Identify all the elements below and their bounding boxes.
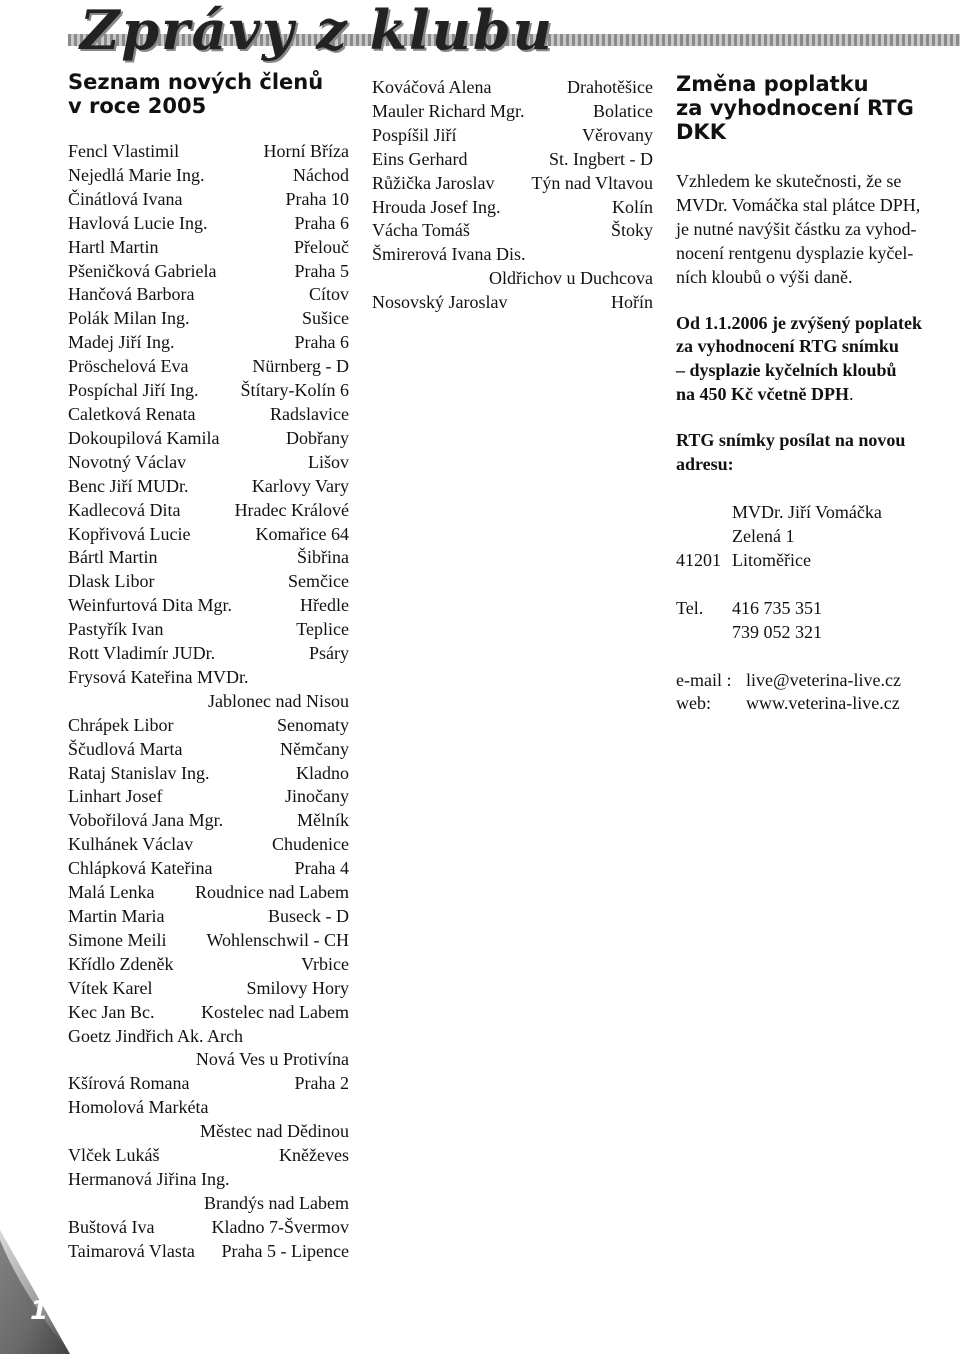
- member-name: Hermanová Jiřina Ing.: [68, 1168, 230, 1189]
- member-city: Bolatice: [593, 100, 653, 121]
- member-name: Chlápková Kateřina: [68, 858, 213, 879]
- section-title: Zprávy z klubu: [80, 0, 554, 62]
- member-row: [372, 124, 653, 148]
- text-line: – dysplazie kyčelních kloubů: [676, 360, 897, 381]
- members-list: [68, 140, 349, 1264]
- member-name: Goetz Jindřich Ak. Arch: [68, 1025, 243, 1046]
- member-name: Vítek Karel: [68, 977, 153, 998]
- member-row: [68, 1216, 349, 1240]
- new-fee-notice: [676, 312, 960, 408]
- member-name: Chrápek Libor: [68, 714, 174, 735]
- member-city: Praha 5 - Lipence: [221, 1240, 349, 1261]
- member-name: Rott Vladimír JUDr.: [68, 643, 216, 664]
- member-name: Nosovský Jaroslav: [372, 292, 508, 313]
- text-line: Vzhledem ke skutečnosti, že se: [676, 171, 902, 191]
- member-city: Praha 10: [285, 188, 349, 209]
- member-row: [68, 1001, 349, 1025]
- member-city: Drahotěšice: [567, 77, 653, 97]
- member-row: [68, 140, 349, 164]
- phone-numbers: [676, 597, 960, 645]
- heading-line: DKK: [676, 120, 726, 144]
- member-row: [372, 100, 653, 124]
- heading-line: za vyhodnocení RTG: [676, 96, 914, 120]
- member-city: Vrbice: [301, 953, 349, 974]
- member-city: Hradec Králové: [234, 499, 349, 520]
- email-label: e-mail :: [676, 669, 732, 690]
- fee-amount: na 450 Kč včetně DPH: [676, 384, 849, 405]
- member-row: [68, 857, 349, 881]
- member-city: Buseck - D: [268, 906, 349, 926]
- member-city: Náchod: [293, 164, 349, 185]
- member-row: [68, 953, 349, 977]
- member-row: [372, 196, 653, 220]
- member-row: [68, 379, 349, 403]
- member-row: [68, 283, 349, 307]
- fee-explanation: [676, 170, 960, 290]
- member-name: Kopřivová Lucie: [68, 523, 191, 544]
- email-address: live@veterina-live.cz: [746, 669, 901, 690]
- member-name: Weinfurtová Dita Mgr.: [68, 595, 233, 616]
- contact-line: [676, 669, 960, 693]
- text-line: adresu:: [676, 454, 734, 475]
- address-line: [676, 501, 960, 525]
- member-row: [68, 618, 349, 642]
- member-row: [372, 291, 653, 315]
- member-name: Madej Jiří Ing.: [68, 332, 175, 353]
- phone-number: 739 052 321: [732, 621, 822, 642]
- heading-line: Seznam nových členů: [68, 70, 324, 94]
- member-row: [68, 642, 349, 666]
- text-line: MVDr. Vomáčka stal plátce DPH,: [676, 194, 921, 215]
- send-address-notice: [676, 429, 960, 477]
- new-members-column-continued: [372, 76, 653, 315]
- member-name: Vácha Tomáš: [372, 220, 470, 241]
- online-contacts: [676, 669, 960, 717]
- member-name: Benc Jiří MUDr.: [68, 475, 189, 496]
- address-line: [676, 549, 960, 573]
- member-name: Polák Milan Ing.: [68, 308, 190, 329]
- member-city: Radslavice: [270, 403, 349, 424]
- member-city: Městec nad Dědinou: [200, 1121, 349, 1142]
- member-row: [68, 1025, 349, 1049]
- member-row: [68, 523, 349, 547]
- member-city: Štoky: [610, 220, 653, 241]
- member-name: Křídlo Zdeněk: [68, 953, 174, 974]
- member-city: Praha 6: [294, 332, 349, 353]
- member-city: Teplice: [296, 619, 349, 640]
- address-street: Zelená 1: [732, 525, 795, 546]
- new-members-heading: [68, 70, 349, 118]
- member-city: Kladno 7-Švermov: [211, 1216, 349, 1237]
- mailing-address: [676, 501, 960, 573]
- address-city: Litoměřice: [732, 549, 811, 570]
- member-city: Semčice: [288, 571, 349, 592]
- member-name: Růžička Jaroslav: [372, 172, 495, 193]
- phone-number: 416 735 351: [732, 597, 822, 618]
- member-city: Němčany: [280, 738, 349, 759]
- web-label: web:: [676, 693, 711, 714]
- page-corner-graphic: [0, 1230, 70, 1354]
- member-city: Hořín: [611, 292, 653, 313]
- member-name: Vobořilová Jana Mgr.: [68, 810, 224, 831]
- member-row: [68, 738, 349, 762]
- member-name: Pšeničková Gabriela: [68, 260, 217, 281]
- member-name: Ščudlová Marta: [68, 738, 183, 759]
- member-name: Buštová Iva: [68, 1216, 155, 1237]
- address-name: MVDr. Jiří Vomáčka: [732, 501, 882, 522]
- member-row: [68, 451, 349, 475]
- member-row: [68, 762, 349, 786]
- member-name: Hartl Martin: [68, 236, 159, 257]
- member-city: Cítov: [308, 284, 349, 305]
- member-row: [68, 307, 349, 331]
- member-row: [68, 403, 349, 427]
- member-name: Pospíšil Jiří: [372, 124, 457, 145]
- members-list: [372, 76, 653, 315]
- member-city: Kněževes: [279, 1145, 349, 1166]
- member-name: Homolová Markéta: [68, 1097, 209, 1118]
- member-row: [68, 1168, 349, 1192]
- member-city: St. Ingbert - D: [549, 148, 653, 169]
- member-name: Šmirerová Ivana Dis.: [372, 244, 526, 265]
- text-line: RTG snímky posílat na novou: [676, 430, 906, 451]
- member-city: Psáry: [309, 643, 349, 664]
- member-row: [68, 785, 349, 809]
- member-row: [68, 1240, 349, 1264]
- member-row: [68, 331, 349, 355]
- member-name: Kšírová Romana: [68, 1073, 190, 1094]
- text-line: Od 1.1.2006 je zvýšený poplatek: [676, 312, 923, 333]
- member-city: Kostelec nad Labem: [201, 1001, 349, 1022]
- member-row: [68, 666, 349, 690]
- member-name: Pospíchal Jiří Ing.: [68, 380, 199, 401]
- member-name: Pröschelová Eva: [68, 356, 189, 377]
- member-name: Eins Gerhard: [372, 148, 468, 169]
- member-city: Nürnberg - D: [252, 356, 349, 377]
- member-row: [68, 1096, 349, 1120]
- punctuation: .: [848, 384, 854, 405]
- web-address: www.veterina-live.cz: [746, 693, 900, 714]
- member-city: Roudnice nad Labem: [195, 882, 349, 903]
- member-row: [372, 172, 653, 196]
- member-name: Dlask Libor: [68, 571, 155, 592]
- member-row: [68, 1144, 349, 1168]
- member-city: Horní Bříza: [263, 141, 349, 161]
- member-row: [68, 499, 349, 523]
- member-name: Mauler Richard Mgr.: [372, 100, 525, 121]
- page-number: 10: [30, 1296, 67, 1326]
- member-name: Hančová Barbora: [68, 284, 195, 305]
- member-name: Linhart Josef: [68, 786, 163, 807]
- member-name: Činátlová Ivana: [68, 188, 183, 209]
- member-row: [68, 475, 349, 499]
- member-city: Týn nad Vltavou: [531, 172, 653, 193]
- member-name: Bártl Martin: [68, 547, 158, 568]
- member-row: [372, 243, 653, 267]
- member-row: [68, 977, 349, 1001]
- member-name: Havlová Lucie Ing.: [68, 212, 208, 233]
- member-name: Taimarová Vlasta: [68, 1240, 195, 1261]
- member-row: [68, 236, 349, 260]
- member-city: Štítary-Kolín 6: [240, 380, 349, 401]
- member-city: Šibřina: [297, 547, 349, 568]
- member-row: [372, 148, 653, 172]
- member-name: Vlček Lukáš: [68, 1145, 160, 1166]
- member-row: [68, 833, 349, 857]
- member-row: [68, 260, 349, 284]
- phone-label: Tel.: [676, 597, 704, 618]
- member-city: Kladno: [296, 762, 349, 783]
- member-city: Kolín: [611, 196, 653, 217]
- member-city: Praha 4: [294, 858, 349, 879]
- member-name: Kadlecová Dita: [68, 499, 181, 520]
- member-city: Oldřichov u Duchcova: [489, 268, 653, 289]
- member-row: [372, 219, 653, 243]
- member-city: Karlovy Vary: [251, 475, 349, 496]
- fee-change-column: [676, 72, 960, 716]
- contact-line: [676, 692, 960, 716]
- member-name: Hrouda Josef Ing.: [372, 196, 501, 217]
- member-row: [68, 188, 349, 212]
- member-city: Chudenice: [272, 834, 349, 855]
- new-members-column: [68, 70, 349, 1264]
- member-name: Dokoupilová Kamila: [68, 427, 220, 448]
- member-name: Fencl Vlastimil: [68, 141, 180, 161]
- member-name: Kec Jan Bc.: [68, 1001, 155, 1022]
- member-name: Simone Meili: [68, 929, 167, 950]
- member-row: [68, 881, 349, 905]
- phone-line: [676, 621, 960, 645]
- member-city: Jablonec nad Nisou: [208, 690, 349, 711]
- member-city: Praha 6: [294, 212, 349, 233]
- member-row: [68, 809, 349, 833]
- member-row: [68, 1072, 349, 1096]
- member-city: Nová Ves u Protivína: [195, 1049, 349, 1070]
- heading-line: Změna poplatku: [676, 72, 869, 96]
- member-name: Rataj Stanislav Ing.: [68, 762, 210, 783]
- member-row: [68, 355, 349, 379]
- member-row: [68, 164, 349, 188]
- member-city: Mělník: [297, 810, 349, 831]
- member-row: [68, 905, 349, 929]
- member-name: Kulhánek Václav: [68, 834, 194, 855]
- member-city: Senomaty: [277, 714, 349, 735]
- member-name: Martin Maria: [68, 906, 165, 926]
- member-row: [68, 546, 349, 570]
- member-city: Lišov: [307, 451, 349, 472]
- member-city: Sušice: [302, 308, 349, 329]
- text-line: [676, 383, 960, 407]
- member-city: Komařice 64: [255, 523, 349, 544]
- text-line: ních kloubů o výši daně.: [676, 266, 853, 287]
- member-city: Jinočany: [285, 786, 349, 807]
- member-name: Novotný Václav: [68, 451, 187, 472]
- member-city: Wohlenschwil - CH: [206, 929, 349, 950]
- member-city: Přelouč: [294, 236, 349, 257]
- member-name: Pastyřík Ivan: [68, 619, 164, 640]
- text-line: za vyhodnocení RTG snímku: [676, 336, 899, 357]
- member-row: [68, 714, 349, 738]
- member-city: Smilovy Hory: [246, 977, 349, 998]
- member-row: [68, 427, 349, 451]
- phone-line: [676, 597, 960, 621]
- member-name: Nejedlá Marie Ing.: [68, 164, 205, 185]
- member-row: [372, 76, 653, 100]
- member-city: Hředle: [300, 595, 349, 616]
- member-name: Malá Lenka: [68, 882, 155, 903]
- text-line: je nutné navýšit částku za vyhod-: [676, 218, 917, 239]
- member-row: [68, 594, 349, 618]
- member-city: Dobřany: [286, 427, 349, 448]
- member-city: Brandýs nad Labem: [204, 1192, 349, 1213]
- text-line: nocení rentgenu dysplazie kyčel-: [676, 242, 914, 263]
- heading-line: v roce 2005: [68, 94, 207, 118]
- address-line: [676, 525, 960, 549]
- member-city: Věrovany: [582, 124, 653, 145]
- member-name: Caletková Renata: [68, 403, 196, 424]
- address-zip: 41201: [676, 549, 721, 570]
- fee-change-heading: [676, 72, 960, 144]
- member-city: Praha 2: [294, 1073, 349, 1094]
- member-city: Praha 5: [294, 260, 349, 281]
- member-row: [68, 929, 349, 953]
- member-name: Kováčová Alena: [372, 77, 492, 97]
- member-name: Frysová Kateřina MVDr.: [68, 666, 249, 687]
- member-row: [68, 570, 349, 594]
- member-row: [68, 212, 349, 236]
